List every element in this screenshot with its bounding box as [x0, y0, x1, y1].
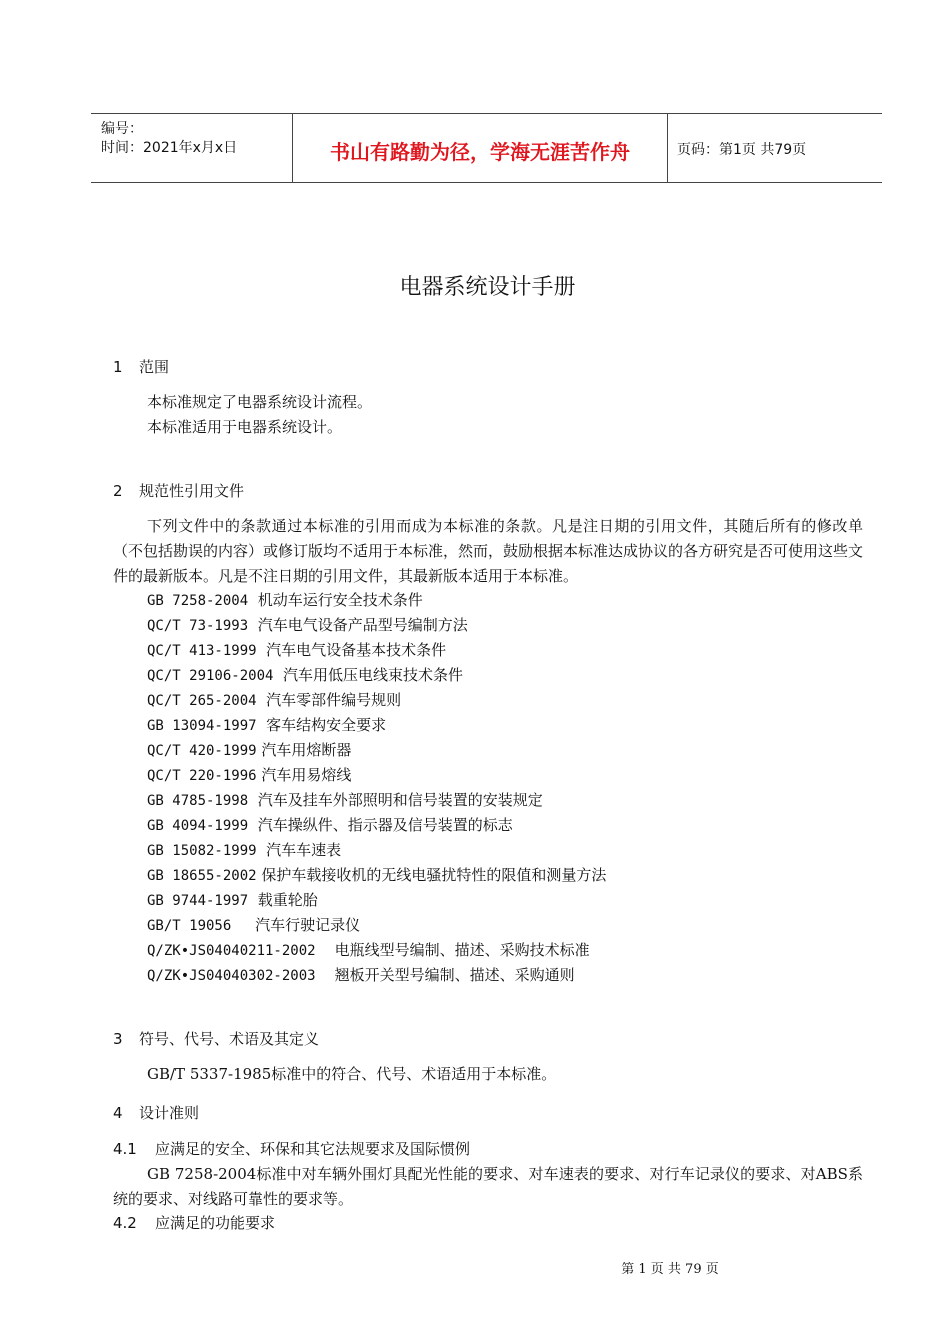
page-info: 页码：第1页 共79页 — [677, 142, 807, 158]
motto: 书山有路勤为径，学海无涯苦作舟 — [330, 140, 630, 164]
reference-item: QC/T 420-1999 汽车用熔断器 — [147, 741, 352, 759]
section-title: 范围 — [139, 358, 170, 376]
section-number: 3 — [113, 1030, 123, 1048]
header-cell-page — [667, 114, 882, 182]
reference-item: QC/T 73-1993 汽车电气设备产品型号编制方法 — [147, 616, 468, 634]
reference-item: QC/T 220-1996 汽车用易熔线 — [147, 766, 352, 784]
section-title: 规范性引用文件 — [139, 482, 245, 500]
document-title: 电器系统设计手册 — [399, 275, 576, 300]
section-number: 4 — [113, 1104, 123, 1122]
reference-item: GB 9744-1997 载重轮胎 — [147, 891, 318, 909]
section-heading-2 — [113, 480, 244, 501]
header-table — [91, 113, 882, 183]
section-number: 1 — [113, 358, 123, 376]
section-heading-4-2 — [113, 1212, 275, 1233]
reference-item: GB 7258-2004 机动车运行安全技术条件 — [147, 591, 423, 609]
reference-item: GB 4094-1999 汽车操纵件、指示器及信号装置的标志 — [147, 816, 513, 834]
reference-item: GB 13094-1997 客车结构安全要求 — [147, 716, 387, 734]
reference-item: QC/T 265-2004 汽车零部件编号规则 — [147, 691, 402, 709]
paragraph: GB 7258-2004标准中对车辆外围灯具配光性能的要求、对车速表的要求、对行车记录仪的要求、对ABS系统的要求、对线路可靠性的要求等。 — [113, 1165, 863, 1208]
page-footer: 第 1 页 共 79 页 — [621, 1262, 719, 1277]
header-cell-motto — [292, 114, 668, 182]
date-line: 时间：2021年x月x日 — [101, 140, 238, 156]
section-heading-4-1 — [113, 1138, 470, 1159]
serial-label: 编号： — [101, 121, 143, 137]
section-heading-3 — [113, 1028, 319, 1049]
paragraph: 本标准规定了电器系统设计流程。 — [147, 393, 373, 411]
intro-paragraph: 下列文件中的条款通过本标准的引用而成为本标准的条款。凡是注日期的引用文件，其随后所有的修改单（不包括勘误的内容）或修订版均不适用于本标准，然而，鼓励根据本标准达成协议的各方研究是否可使用这些文件的最新版本。凡是不注日期的引用文件，其最新版本适用于本标准。 — [113, 517, 864, 585]
reference-item: Q/ZK•JS04040211-2002 电瓶线型号编制、描述、采购技术标准 — [147, 941, 590, 959]
reference-item: GB/T 19056 汽车行驶记录仪 — [147, 916, 361, 934]
reference-item: QC/T 29106-2004 汽车用低压电线束技术条件 — [147, 666, 463, 684]
reference-item: GB 15082-1999 汽车车速表 — [147, 841, 342, 859]
reference-item: GB 4785-1998 汽车及挂车外部照明和信号装置的安装规定 — [147, 791, 543, 809]
section-title: 符号、代号、术语及其定义 — [139, 1030, 320, 1048]
section-heading-1 — [113, 356, 169, 377]
header-cell-meta — [91, 114, 292, 182]
section-title: 应满足的功能要求 — [155, 1214, 276, 1232]
section-title: 应满足的安全、环保和其它法规要求及国际惯例 — [155, 1140, 471, 1158]
section-title: 设计准则 — [139, 1104, 200, 1122]
section-heading-4 — [113, 1102, 199, 1123]
section-number: 4.1 — [113, 1140, 137, 1158]
section-number: 2 — [113, 482, 123, 500]
reference-item: QC/T 413-1999 汽车电气设备基本技术条件 — [147, 641, 447, 659]
paragraph: GB/T 5337-1985标准中的符合、代号、术语适用于本标准。 — [147, 1065, 557, 1083]
reference-item: GB 18655-2002 保护车载接收机的无线电骚扰特性的限值和测量方法 — [147, 866, 607, 884]
reference-list — [147, 588, 606, 988]
paragraph: 本标准适用于电器系统设计。 — [147, 418, 343, 436]
section-number: 4.2 — [113, 1214, 137, 1232]
reference-item: Q/ZK•JS04040302-2003 翘板开关型号编制、描述、采购通则 — [147, 966, 575, 984]
